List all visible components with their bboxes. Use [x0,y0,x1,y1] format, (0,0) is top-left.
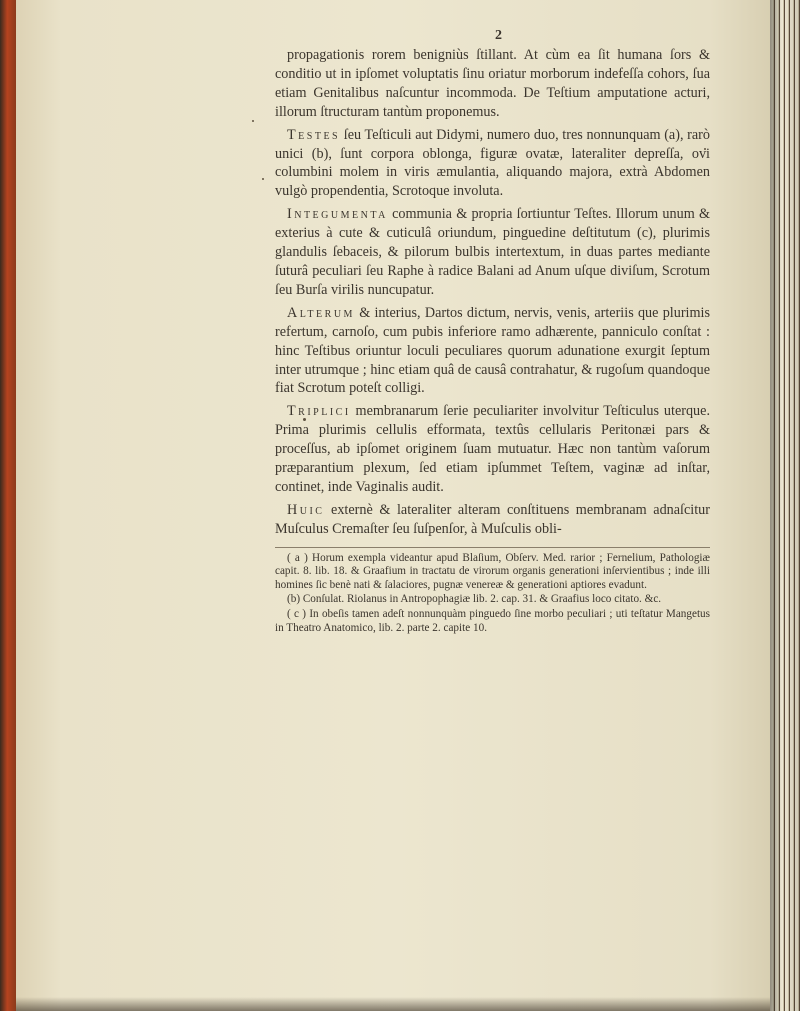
paragraph [275,126,710,202]
page-bottom-shadow [16,997,770,1011]
footnote: ( c ) In obeſis tamen adeſt nonnunquàm pinguedo ſine morbo peculiari ; uti teſtatur Mangetus in Theatro Anatomico, lib. 2. parte 2. capite 10. [275,608,710,634]
paper-speck [252,120,254,122]
footnotes [275,552,710,636]
footnote-divider [275,547,710,548]
paragraph-lead: Alterum [287,304,355,321]
paragraph [275,304,710,399]
paragraph [275,205,710,300]
page-text-block [275,28,710,635]
book-spine-left [0,0,16,1011]
paragraph-text: membranarum ſerie peculiariter involvitur Teſticulus uterque. Prima plurimis cellulis efformata, textûs cellularis Peritonæi pars & proceſſus, ab ipſomet originem ſuam mutuatur. Hæc non tantùm vaſorum præparantium plexum, ſed etiam ipſummet Teſtem, vaginæ ad inſtar, continet, inde Vaginalis audit. [275,403,710,495]
paragraph-text: communia & propria ſortiuntur Teſtes. Illorum unum & exterius à cute & cuticulâ oriundum, pinguedine deſtitutum (c), plurimis glandulis ſebaceis, & pilorum bulbis intertextum, in duas partes mediante ſuturâ peculiari ſeu Raphe à radice Balani ad Anum uſque diviſum, Scrotum ſeu Burſa virilis nuncupatur. [275,206,710,298]
facing-page-shade [770,0,800,1011]
page-number: 2 [495,28,502,43]
paragraph [275,46,710,122]
paragraph-text: & interius, Dartos dictum, nervis, venis, arteriis que plurimis refertum, carnoſo, cum pubis inferiore ramo adhærente, panniculo conſtat : hinc Teſtibus oriuntur loculi peculiares quorum adunatione exurgit ſeptum inter utrumque ; hinc etiam quâ de causâ contrahatur, & rugoſum quandoque fiat Scrotum poteſt colligi. [275,304,710,397]
paragraph [275,402,710,497]
paragraph-text: ſeu Teſticuli aut Didymi, numero duo, tres nonnunquam (a), rarò unici (b), ſunt corpora oblonga, figuræ ovatæ, lateraliter depreſſa, ovi columbini molem in viris æmulantia, aliquando majora, extrà Abdomen vulgò propendentia, Scrotoque involuta. [275,126,710,200]
footnote: ( a ) Horum exempla videantur apud Blaſium, Obſerv. Med. rarior ; Fernelium, Pathologiæ capit. 8. lib. 18. & Graafium in tractatu de virorum organis generationi inſervientibus ; inde illi homines ſic benè nati & ſalaciores, pugnæ venereæ & generationi aptiores evadunt. [275,551,710,591]
paragraph-lead: Testes [287,126,341,143]
paragraph-lead: Huic [287,501,325,518]
paragraph-text: propagationis rorem benigniùs ſtillant. At cùm ea ſit humana ſors & conditio ut in ipſomet voluptatis ſinu oriatur morborum indefeſſa cohors, ſua etiam Genitalibus naſcuntur incommoda. De Teſtium amputatione acturi, illorum ſtructuram tantùm proponemus. [275,47,710,120]
paragraph-lead: Integumenta [287,206,388,223]
paragraph-lead: Triplici [287,403,351,420]
paragraph [275,501,710,539]
paragraph-text: externè & lateraliter alteram conſtituens membranam adnaſcitur Muſculus Cremaſter ſeu ſuſpenſor, à Muſculis obli- [275,501,710,537]
footnote: (b) Conſulat. Riolanus in Antropophagiæ lib. 2. cap. 31. & Graafius loco citato. &c. [287,593,662,606]
paper-speck [262,178,264,180]
main-text [275,46,710,539]
